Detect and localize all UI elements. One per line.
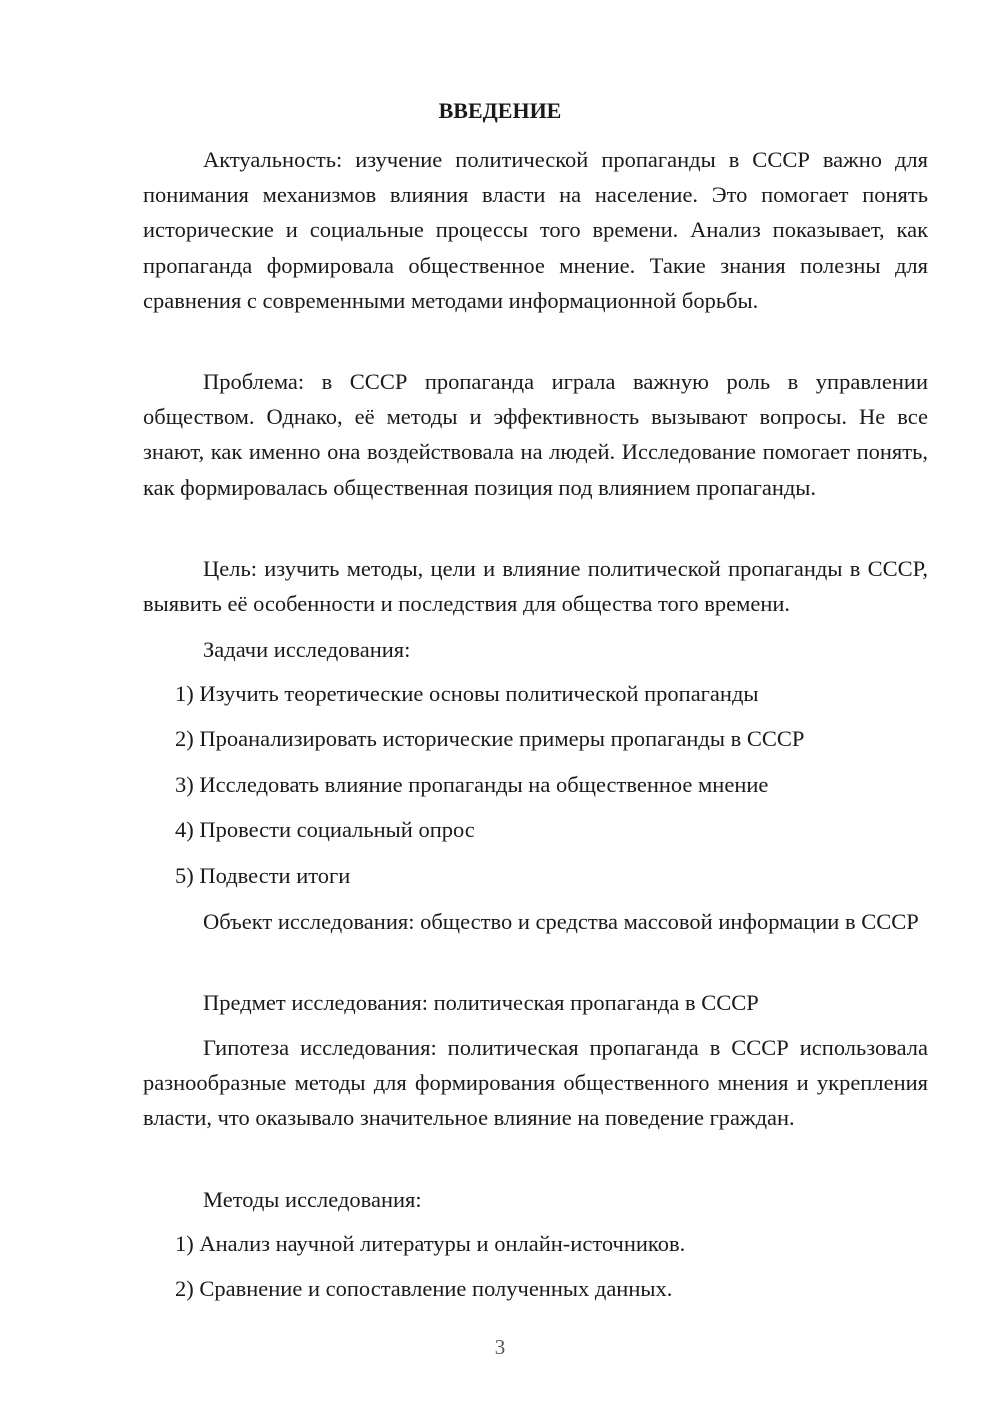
task-item-5: 5) Подвести итоги [175, 863, 351, 888]
task-item-2: 2) Проанализировать исторические примеры пропаганды в СССР [175, 726, 805, 751]
method-item-2: 2) Сравнение и сопоставление полученных данных. [175, 1276, 673, 1301]
subject-paragraph: Предмет исследования: политическая пропаганда в СССР [203, 990, 759, 1015]
task-item-4: 4) Провести социальный опрос [175, 817, 475, 842]
task-item-3: 3) Исследовать влияние пропаганды на общественное мнение [175, 772, 769, 797]
relevance-paragraph: Актуальность: изучение политической пропаганды в СССР важно для понимания механизмов влияния власти на население. Это помогает понять исторические и социальные процессы того времени. Анализ показывает, как пропаганда формировала общественное мнение. Такие знания полезны для сравнения с современными методами информационной борьбы. [143, 147, 928, 313]
page-title: ВВЕДЕНИЕ [438, 98, 562, 123]
tasks-heading: Задачи исследования: [203, 637, 411, 662]
hypothesis-paragraph: Гипотеза исследования: политическая пропаганда в СССР использовала разнообразные методы для формирования общественного мнения и укрепления власти, что оказывало значительное влияние на поведение граждан. [143, 1035, 928, 1131]
task-item-1: 1) Изучить теоретические основы политической пропаганды [175, 681, 759, 706]
problem-paragraph: Проблема: в СССР пропаганда играла важную роль в управлении обществом. Однако, её методы и эффективность вызывают вопросы. Не все знают, как именно она воздействовала на людей. Исследование помогает понять, как формировалась общественная позиция под влиянием пропаганды. [143, 369, 928, 500]
goal-paragraph: Цель: изучить методы, цели и влияние политической пропаганды в СССР, выявить её особенности и последствия для общества того времени. [143, 556, 928, 617]
methods-heading: Методы исследования: [203, 1187, 422, 1212]
object-paragraph: Объект исследования: общество и средства массовой информации в СССР [203, 909, 919, 934]
page-number: 3 [494, 1335, 506, 1359]
method-item-1: 1) Анализ научной литературы и онлайн-источников. [175, 1231, 686, 1256]
